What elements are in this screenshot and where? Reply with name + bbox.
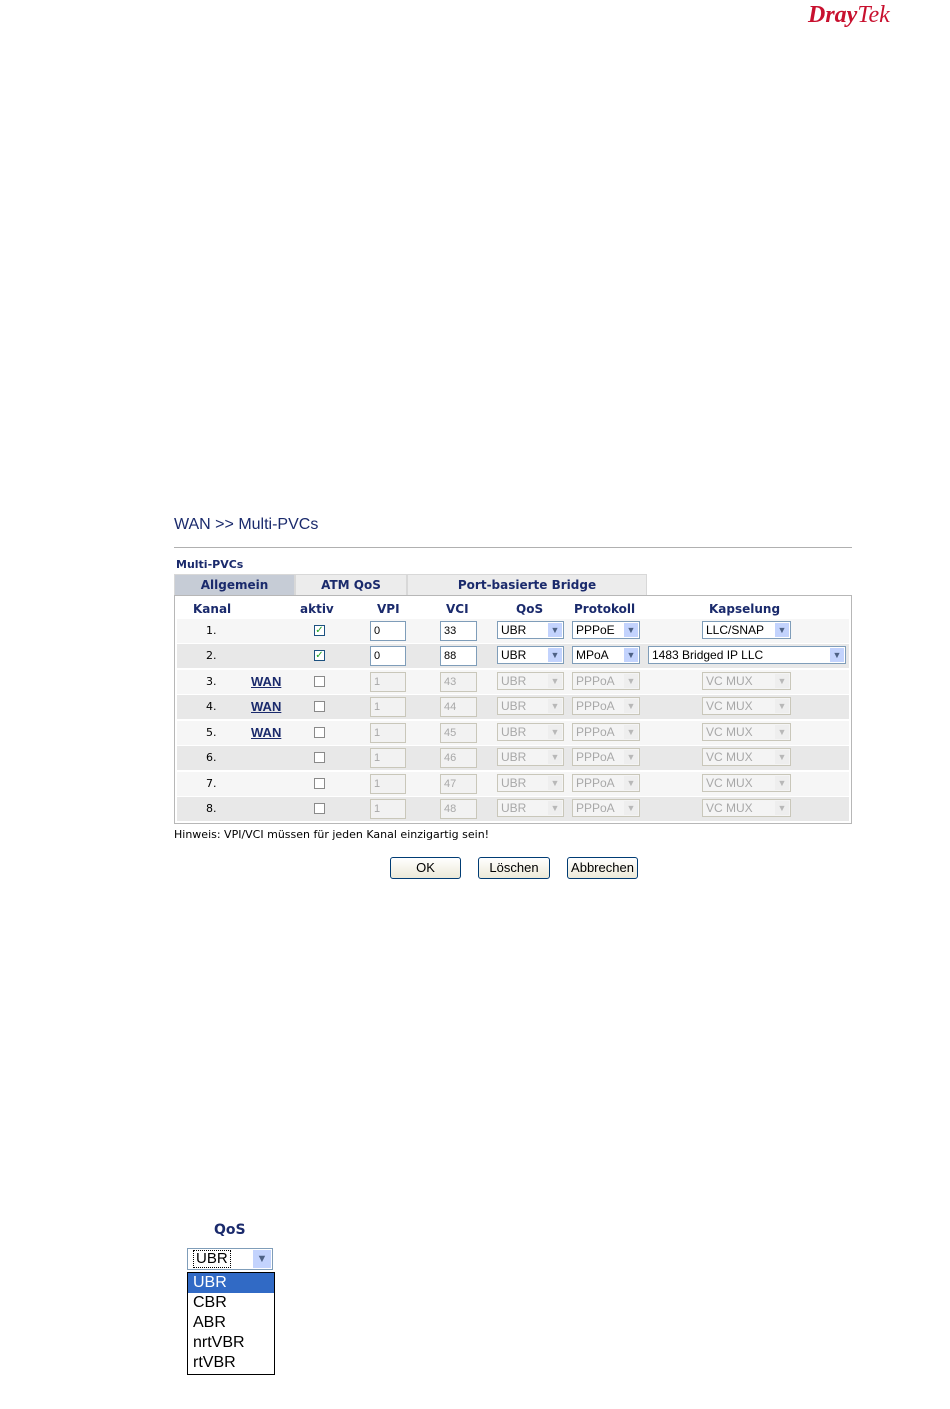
qos-select-value: UBR (501, 750, 527, 764)
kapselung-select[interactable] (702, 723, 791, 741)
protokoll-select[interactable] (572, 672, 640, 690)
vci-input[interactable]: 33 (440, 621, 477, 641)
header-protokoll: Protokoll (574, 602, 636, 616)
wan-link[interactable]: WAN (251, 699, 282, 714)
kapselung-select-value: VC MUX (706, 801, 753, 815)
kapselung-select-value: 1483 Bridged IP LLC (652, 648, 764, 662)
table-row (177, 772, 849, 796)
protokoll-select-value: PPPoE (576, 623, 615, 637)
protokoll-select-value: MPoA (576, 648, 609, 662)
chevron-down-icon[interactable]: ▼ (624, 623, 638, 637)
chevron-down-icon[interactable]: ▼ (548, 801, 562, 815)
vpi-input[interactable]: 0 (370, 621, 406, 641)
vpi-input[interactable]: 1 (370, 774, 406, 794)
header-aktiv: aktiv (300, 602, 334, 616)
protokoll-select[interactable] (572, 646, 640, 664)
table-row (177, 695, 849, 719)
channel-number: 2. (206, 649, 217, 662)
qos-select[interactable] (497, 723, 564, 741)
channel-number: 5. (206, 726, 217, 739)
hint-text: Hinweis: VPI/VCI müssen für jeden Kanal einzigartig sein! (174, 828, 490, 841)
logo-part-dray: Dray (808, 2, 858, 28)
tab-port-basierte-bridge[interactable]: Port-basierte Bridge (407, 574, 647, 595)
vpi-input[interactable]: 0 (370, 646, 406, 666)
chevron-down-icon[interactable]: ▼ (775, 725, 789, 739)
vci-input[interactable]: 47 (440, 774, 477, 794)
kapselung-select-value: VC MUX (706, 776, 753, 790)
page-title: WAN >> Multi-PVCs (174, 516, 319, 533)
qos-option-cbr[interactable]: CBR (193, 1294, 227, 1311)
chevron-down-icon[interactable]: ▼ (624, 648, 638, 662)
protokoll-select[interactable] (572, 748, 640, 766)
aktiv-checkbox[interactable] (314, 727, 325, 738)
kapselung-select-value: VC MUX (706, 750, 753, 764)
kapselung-select-value: VC MUX (706, 699, 753, 713)
draytek-logo (808, 2, 890, 29)
header-qos: QoS (516, 602, 544, 616)
qos-select[interactable] (497, 799, 564, 817)
kapselung-select[interactable] (702, 799, 791, 817)
qos-select[interactable] (497, 646, 564, 664)
qos-select-value: UBR (501, 801, 527, 815)
qos-select[interactable] (497, 697, 564, 715)
chevron-down-icon[interactable]: ▼ (548, 699, 562, 713)
section-label: Multi-PVCs (176, 558, 244, 571)
channel-number: 3. (206, 675, 217, 688)
chevron-down-icon[interactable]: ▼ (624, 699, 638, 713)
protokoll-select-value: PPPoA (576, 674, 615, 688)
qos-dropdown-value: UBR (193, 1250, 231, 1268)
qos-dropdown-title: QoS (214, 1222, 246, 1238)
channel-number: 1. (206, 624, 217, 637)
qos-dropdown-list (187, 1272, 275, 1375)
vci-input[interactable]: 46 (440, 748, 477, 768)
vpi-input[interactable]: 1 (370, 748, 406, 768)
table-row (177, 670, 849, 694)
chevron-down-icon[interactable]: ▼ (624, 750, 638, 764)
chevron-down-icon[interactable]: ▼ (624, 776, 638, 790)
vpi-input[interactable]: 1 (370, 697, 406, 717)
chevron-down-icon[interactable]: ▼ (548, 648, 562, 662)
protokoll-select[interactable] (572, 799, 640, 817)
protokoll-select-value: PPPoA (576, 699, 615, 713)
aktiv-checkbox[interactable] (314, 676, 325, 687)
chevron-down-icon[interactable]: ▼ (830, 648, 844, 662)
loeschen-button[interactable]: Löschen (478, 857, 550, 879)
chevron-down-icon[interactable]: ▼ (775, 674, 789, 688)
channel-number: 4. (206, 700, 217, 713)
header-vci: VCI (446, 602, 469, 616)
kapselung-select-value: VC MUX (706, 674, 753, 688)
protokoll-select-value: PPPoA (576, 750, 615, 764)
kapselung-select[interactable] (648, 646, 846, 664)
chevron-down-icon[interactable]: ▼ (624, 725, 638, 739)
aktiv-checkbox[interactable] (314, 752, 325, 763)
chevron-down-icon[interactable]: ▼ (548, 674, 562, 688)
header-vpi: VPI (377, 602, 400, 616)
chevron-down-icon[interactable]: ▼ (548, 750, 562, 764)
qos-option-ubr[interactable]: UBR (188, 1273, 274, 1293)
qos-select-value: UBR (501, 623, 527, 637)
table-row (177, 721, 849, 745)
channel-number: 8. (206, 802, 217, 815)
chevron-down-icon[interactable]: ▼ (775, 623, 789, 637)
aktiv-checkbox[interactable]: ✓ (315, 625, 324, 636)
qos-select-value: UBR (501, 674, 527, 688)
qos-option-nrtvbr[interactable]: nrtVBR (193, 1334, 245, 1351)
title-divider (174, 547, 852, 548)
chevron-down-icon[interactable]: ▼ (624, 674, 638, 688)
kapselung-select-value: LLC/SNAP (706, 623, 765, 637)
qos-select-value: UBR (501, 648, 527, 662)
qos-option-rtvbr[interactable]: rtVBR (193, 1354, 236, 1371)
kapselung-select-value: VC MUX (706, 725, 753, 739)
table-row (177, 619, 849, 643)
vpi-input[interactable]: 1 (370, 723, 406, 743)
qos-select-value: UBR (501, 725, 527, 739)
protokoll-select[interactable] (572, 774, 640, 792)
aktiv-checkbox[interactable] (314, 778, 325, 789)
kapselung-select[interactable] (702, 697, 791, 715)
tab-allgemein[interactable]: Allgemein (174, 574, 295, 595)
vpi-input[interactable]: 1 (370, 672, 406, 692)
qos-select[interactable] (497, 774, 564, 792)
table-row (177, 797, 849, 821)
qos-dropdown-select[interactable] (187, 1248, 273, 1270)
chevron-down-icon[interactable]: ▼ (548, 623, 562, 637)
protokoll-select-value: PPPoA (576, 801, 615, 815)
header-kapselung: Kapselung (709, 602, 781, 616)
table-row (177, 644, 849, 668)
kapselung-select[interactable] (702, 774, 791, 792)
channel-number: 6. (206, 751, 217, 764)
abbrechen-button[interactable]: Abbrechen (567, 857, 638, 879)
vci-input[interactable]: 43 (440, 672, 477, 692)
channel-number: 7. (206, 777, 217, 790)
aktiv-checkbox[interactable] (314, 803, 325, 814)
aktiv-checkbox[interactable]: ✓ (315, 650, 324, 661)
chevron-down-icon[interactable]: ▼ (548, 776, 562, 790)
vci-input[interactable]: 45 (440, 723, 477, 743)
chevron-down-icon[interactable]: ▼ (775, 750, 789, 764)
protokoll-select[interactable] (572, 723, 640, 741)
qos-select-value: UBR (501, 776, 527, 790)
chevron-down-icon[interactable]: ▼ (624, 801, 638, 815)
wan-link[interactable]: WAN (251, 674, 282, 689)
qos-select[interactable] (497, 748, 564, 766)
chevron-down-icon[interactable]: ▼ (775, 801, 789, 815)
chevron-down-icon[interactable]: ▼ (775, 699, 789, 713)
protokoll-select-value: PPPoA (576, 725, 615, 739)
pvc-table (174, 595, 852, 824)
qos-select[interactable] (497, 672, 564, 690)
protokoll-select[interactable] (572, 697, 640, 715)
qos-select[interactable] (497, 621, 564, 639)
protokoll-select[interactable] (572, 621, 640, 639)
wan-link[interactable]: WAN (251, 725, 282, 740)
aktiv-checkbox[interactable] (314, 701, 325, 712)
vci-input[interactable]: 88 (440, 646, 477, 666)
kapselung-select[interactable] (702, 621, 791, 639)
vpi-input[interactable]: 1 (370, 799, 406, 819)
chevron-down-icon[interactable]: ▼ (548, 725, 562, 739)
chevron-down-icon[interactable]: ▼ (253, 1250, 271, 1268)
vci-input[interactable]: 44 (440, 697, 477, 717)
logo-part-tek: Tek (857, 2, 890, 28)
chevron-down-icon[interactable]: ▼ (775, 776, 789, 790)
kapselung-select[interactable] (702, 672, 791, 690)
qos-option-abr[interactable]: ABR (193, 1314, 226, 1331)
header-kanal: Kanal (193, 602, 232, 616)
ok-button[interactable]: OK (390, 857, 461, 879)
tab-atm-qos[interactable]: ATM QoS (295, 574, 407, 595)
kapselung-select[interactable] (702, 748, 791, 766)
table-row (177, 746, 849, 770)
vci-input[interactable]: 48 (440, 799, 477, 819)
qos-select-value: UBR (501, 699, 527, 713)
protokoll-select-value: PPPoA (576, 776, 615, 790)
